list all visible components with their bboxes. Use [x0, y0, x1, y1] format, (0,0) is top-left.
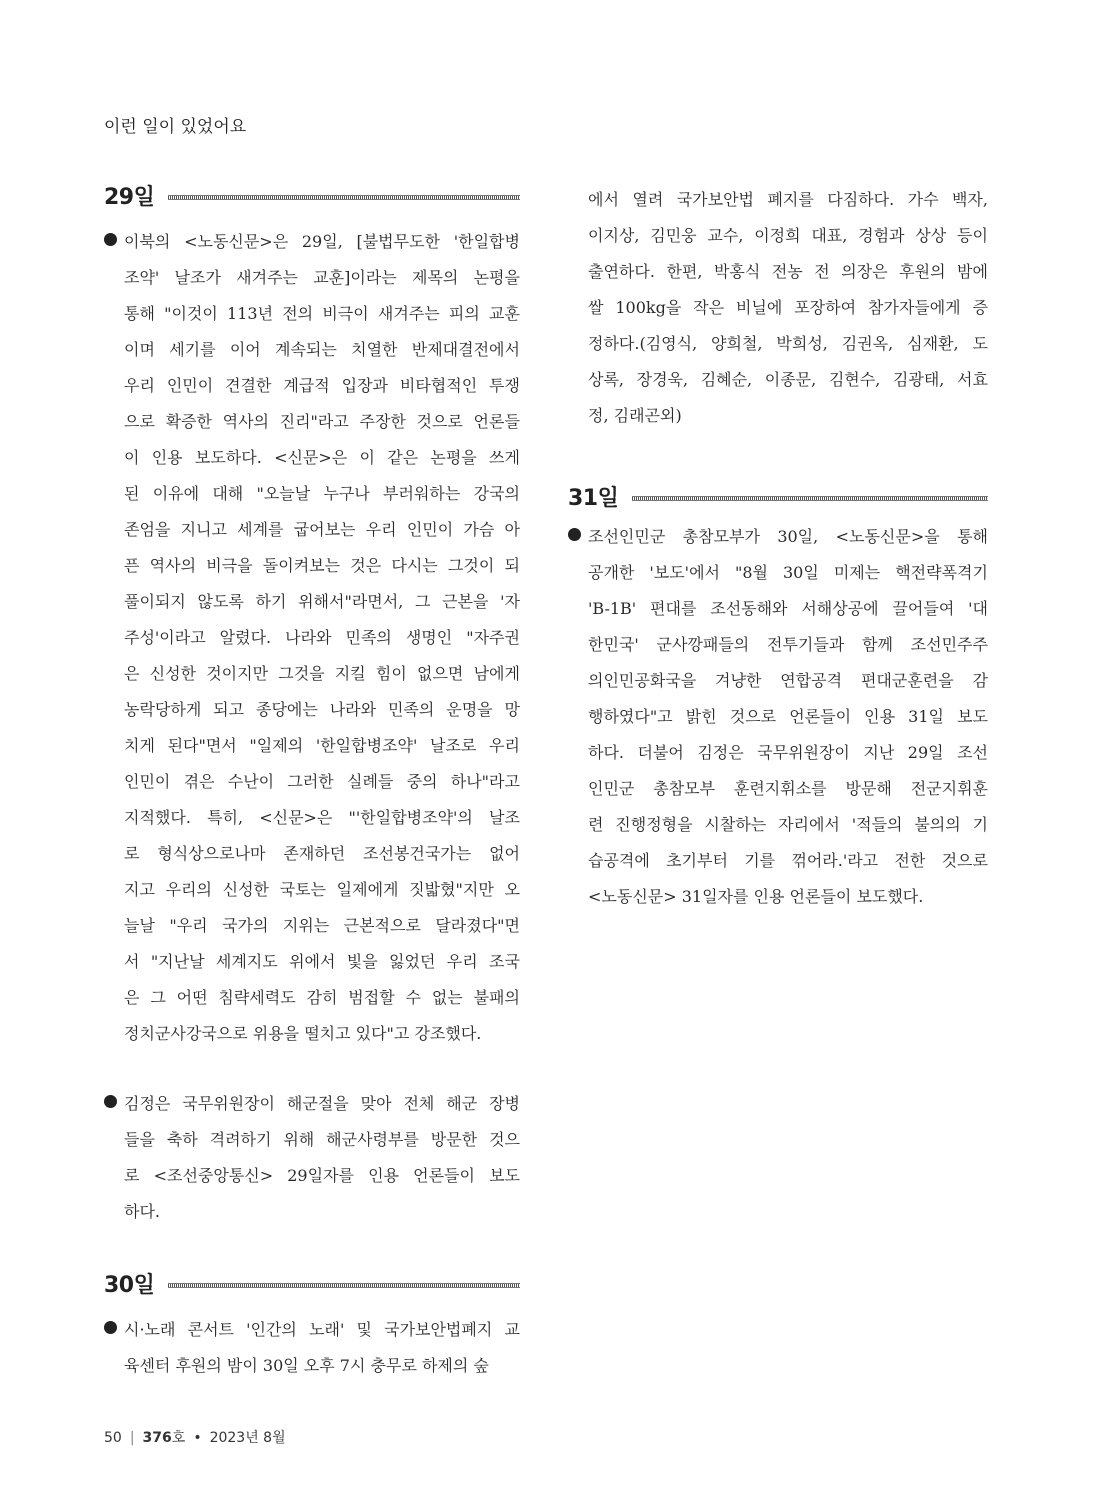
text-line: 'B-1B' 편대를 조선동해와 서해상공에 끌어들여 '대: [588, 599, 988, 618]
text-line: 지고 우리의 신성한 국토는 일제에게 짓밟혔"지만 오: [124, 880, 520, 899]
text-line: 된 이유에 대해 "오늘날 누구나 부러워하는 강국의: [124, 484, 520, 503]
day-31-title: 31일: [568, 485, 619, 511]
text-line: 련 진행정형을 시찰하는 자리에서 '적들의 불의의 기: [588, 815, 988, 834]
text-line: 서 "지난날 세계지도 위에서 빛을 잃었던 우리 조국: [124, 952, 520, 971]
text-line: 우리 인민이 견결한 계급적 입장과 비타협적인 투쟁: [124, 376, 520, 395]
text-line: <노동신문> 31일자를 인용 언론들이 보도했다.: [588, 887, 924, 906]
text-line: 쌀 100kg을 작은 비닐에 포장하여 참가자들에게 증: [588, 298, 988, 317]
day-31-heading: [568, 480, 988, 512]
paragraph: [124, 1312, 520, 1384]
page-footer: [104, 1427, 286, 1447]
text-line: 인민군 총참모부 훈련지휘소를 방문해 전군지휘훈: [588, 779, 988, 798]
text-line: 존엄을 지니고 세계를 굽어보는 우리 인민이 가슴 아: [124, 520, 520, 539]
text-line: 픈 역사의 비극을 돌이켜보는 것은 다시는 그것이 되: [124, 556, 520, 575]
text-line: 인민이 겪은 수난이 그러한 실례들 중의 하나"라고: [124, 772, 520, 791]
text-line: 로 형식상으로나마 존재하던 조선봉건국가는 없어: [124, 844, 520, 863]
paragraph: [588, 182, 988, 434]
text-line: 상록, 장경욱, 김혜순, 이종문, 김현수, 김광태, 서효: [588, 370, 988, 389]
text-line: 농락당하게 되고 종당에는 나라와 민족의 운명을 망: [124, 700, 520, 719]
bullet-icon: [104, 1321, 117, 1334]
text-line: 하다.: [124, 1202, 160, 1221]
bullet-icon: [104, 1095, 117, 1108]
day-29-heading: [104, 179, 520, 211]
heading-rule: [168, 195, 520, 200]
text-line: 은 신성한 것이지만 그것을 지킬 힘이 없으면 남에게: [124, 664, 520, 683]
footer-separator: |: [129, 1430, 135, 1446]
section-header: 이런 일이 있었어요: [104, 117, 247, 137]
issue-suffix: 호: [171, 1430, 186, 1446]
text-line: 통해 "이것이 113년 전의 비극이 새겨주는 피의 교훈: [124, 304, 520, 323]
issue-number: 376: [142, 1430, 172, 1446]
text-line: 주성'이라고 알렸다. 나라와 민족의 생명인 "자주권: [124, 628, 520, 647]
text-line: 은 그 어떤 침략세력도 감히 범접할 수 없는 불패의: [124, 988, 520, 1007]
text-line: 출연하다. 한편, 박홍식 전농 전 의장은 후원의 밤에: [588, 262, 988, 281]
text-line: 하다. 더불어 김정은 국무위원장이 지난 29일 조선: [588, 743, 988, 762]
text-line: 지적했다. 특히, <신문>은 "'한일합병조약'의 날조: [124, 808, 520, 827]
text-line: 육센터 후원의 밤이 30일 오후 7시 충무로 하제의 숲: [124, 1356, 489, 1375]
text-line: 행하였다"고 밝힌 것으로 언론들이 인용 31일 보도: [588, 707, 988, 726]
paragraph: [124, 224, 520, 1052]
paragraph: [124, 1086, 520, 1230]
text-line: 정치군사강국으로 위용을 떨치고 있다"고 강조했다.: [124, 1024, 482, 1043]
text-line: 에서 열려 국가보안법 폐지를 다짐하다. 가수 백자,: [588, 190, 988, 209]
text-line: 습공격에 초기부터 기를 꺾어라.'라고 전한 것으로: [588, 851, 988, 870]
text-line: 공개한 '보도'에서 "8월 30일 미제는 핵전략폭격기: [588, 563, 988, 582]
text-line: 이지상, 김민웅 교수, 이정희 대표, 경험과 상상 등이: [588, 226, 988, 245]
text-line: 정, 김래곤외): [588, 406, 682, 425]
text-line: 의인민공화국을 겨냥한 연합공격 편대군훈련을 감: [588, 671, 988, 690]
text-line: 로 <조선중앙통신> 29일자를 인용 언론들이 보도: [124, 1166, 520, 1185]
text-line: 조약' 날조가 새겨주는 교훈]이라는 제목의 논평을: [124, 268, 520, 287]
text-line: 한민국' 군사깡패들의 전투기들과 함께 조선민주주: [588, 635, 988, 654]
paragraph: [588, 519, 988, 915]
text-line: 이북의 <노동신문>은 29일, [불법무도한 '한일합병: [124, 232, 520, 251]
page-number: 50: [104, 1430, 122, 1446]
text-line: 으로 확증한 역사의 진리"라고 주장한 것으로 언론들: [124, 412, 520, 431]
text-line: 치게 된다"면서 "일제의 '한일합병조약' 날조로 우리: [124, 736, 520, 755]
text-line: 이 인용 보도하다. <신문>은 이 같은 논평을 쓰게: [124, 448, 520, 467]
text-line: 들을 축하 격려하기 위해 해군사령부를 방문한 것으: [124, 1130, 520, 1149]
day-30-title: 30일: [104, 1272, 155, 1298]
day-30-heading: [104, 1267, 520, 1299]
text-line: 시·노래 콘서트 '인간의 노래' 및 국가보안법폐지 교: [124, 1320, 520, 1339]
text-line: 이며 세기를 이어 계속되는 치열한 반제대결전에서: [124, 340, 520, 359]
footer-bullet: •: [193, 1430, 202, 1446]
heading-rule: [632, 496, 988, 501]
bullet-icon: [568, 528, 581, 541]
heading-rule: [168, 1283, 520, 1288]
text-line: 풀이되지 않도록 하기 위해서"라면서, 그 근본을 '자: [124, 592, 520, 611]
text-line: 늘날 "우리 국가의 지위는 근본적으로 달라졌다"면: [124, 916, 520, 935]
issue-date: 2023년 8월: [209, 1430, 286, 1446]
text-line: 김정은 국무위원장이 해군절을 맞아 전체 해군 장병: [124, 1094, 520, 1113]
text-line: 정하다.(김영식, 양희철, 박희성, 김권옥, 심재환, 도: [588, 334, 988, 353]
text-line: 조선인민군 총참모부가 30일, <노동신문>을 통해: [588, 527, 988, 546]
day-29-title: 29일: [104, 184, 155, 210]
bullet-icon: [104, 233, 117, 246]
